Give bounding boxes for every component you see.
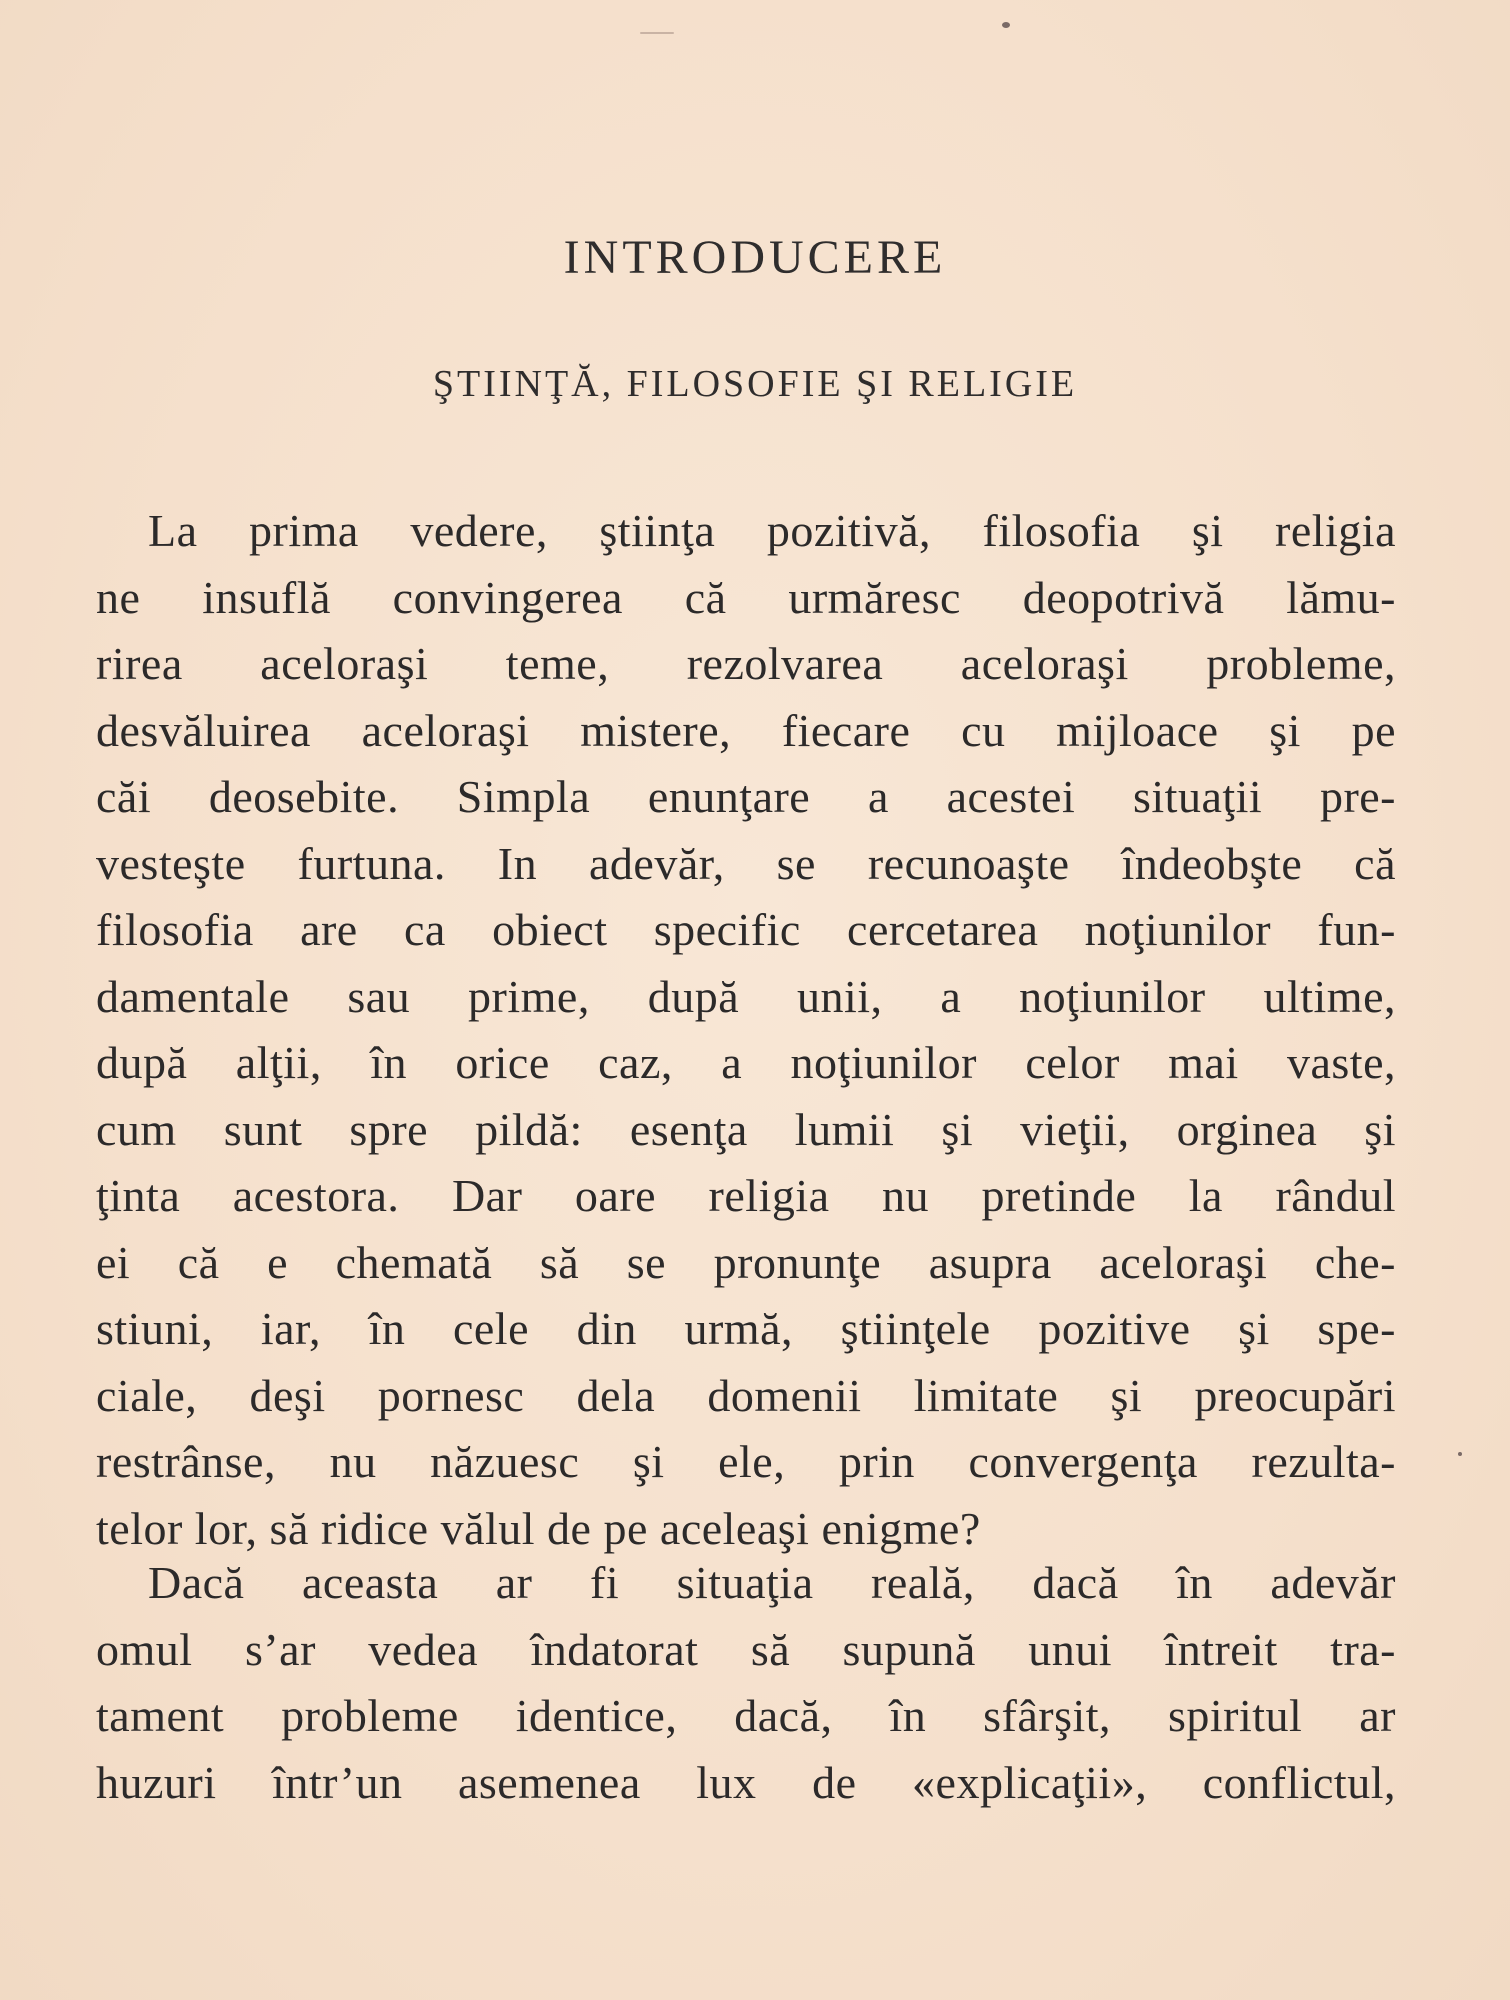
text-line: damentale sau prime, după unii, a noţiunilor ultime, (96, 970, 1396, 1022)
ink-speck (1002, 22, 1010, 28)
text-line: căi deosebite. Simpla enunţare a acestei situaţii pre- (96, 771, 1396, 822)
text-line: ciale, deşi pornesc dela domenii limitate şi preocupări (96, 1369, 1396, 1421)
text-line: filosofia are ca obiect specific cercetarea noţiunilor fun- (96, 904, 1396, 955)
text-line: stiuni, iar, în cele din urmă, ştiinţele pozitive şi spe- (96, 1303, 1396, 1354)
text-line: ei că e chemată să se pronunţe asupra aceloraşi che- (96, 1236, 1396, 1288)
paper-mark (640, 32, 674, 34)
text-line: vesteşte furtuna. In adevăr, se recunoaşte îndeobşte că (96, 837, 1396, 889)
text-line: rirea aceloraşi teme, rezolvarea aceloraşi probleme, (96, 638, 1396, 689)
text-line: huzuri într’un asemenea lux de «explicaţii», conflictul, (96, 1756, 1396, 1808)
text-line: cum sunt spre pildă: esenţa lumii şi vieţii, orginea şi (96, 1103, 1396, 1155)
text-line: ţinta acestora. Dar oare religia nu pretinde la rândul (96, 1170, 1396, 1221)
text-line: desvăluirea aceloraşi mistere, fiecare cu mijloace şi pe (96, 704, 1396, 756)
text-line: ne insuflă convingerea că urmăresc deopotrivă lămu- (96, 571, 1396, 623)
text-line: Dacă aceasta ar fi situaţia reală, dacă în adevăr (148, 1557, 1396, 1608)
ink-speck (1458, 1452, 1462, 1456)
paragraph-2 (96, 1550, 1396, 1816)
text-line: La prima vedere, ştiinţa pozitivă, filosofia şi religia (148, 505, 1396, 556)
chapter-title: INTRODUCERE (563, 231, 947, 284)
section-title: ŞTIINŢĂ, FILOSOFIE ŞI RELIGIE (432, 363, 1078, 405)
text-line: tament probleme identice, dacă, în sfârşit, spiritul ar (96, 1690, 1396, 1741)
text-line: după alţii, în orice caz, a noţiunilor celor mai vaste, (96, 1037, 1396, 1088)
paragraph-1 (96, 498, 1396, 1562)
text-line: restrânse, nu năzuesc şi ele, prin convergenţa rezulta- (96, 1436, 1396, 1487)
text-line: omul s’ar vedea îndatorat să supună unui întreit tra- (96, 1623, 1396, 1675)
text-line: telor lor, să ridice vălul de pe aceleaşi enigme? (96, 1502, 981, 1554)
